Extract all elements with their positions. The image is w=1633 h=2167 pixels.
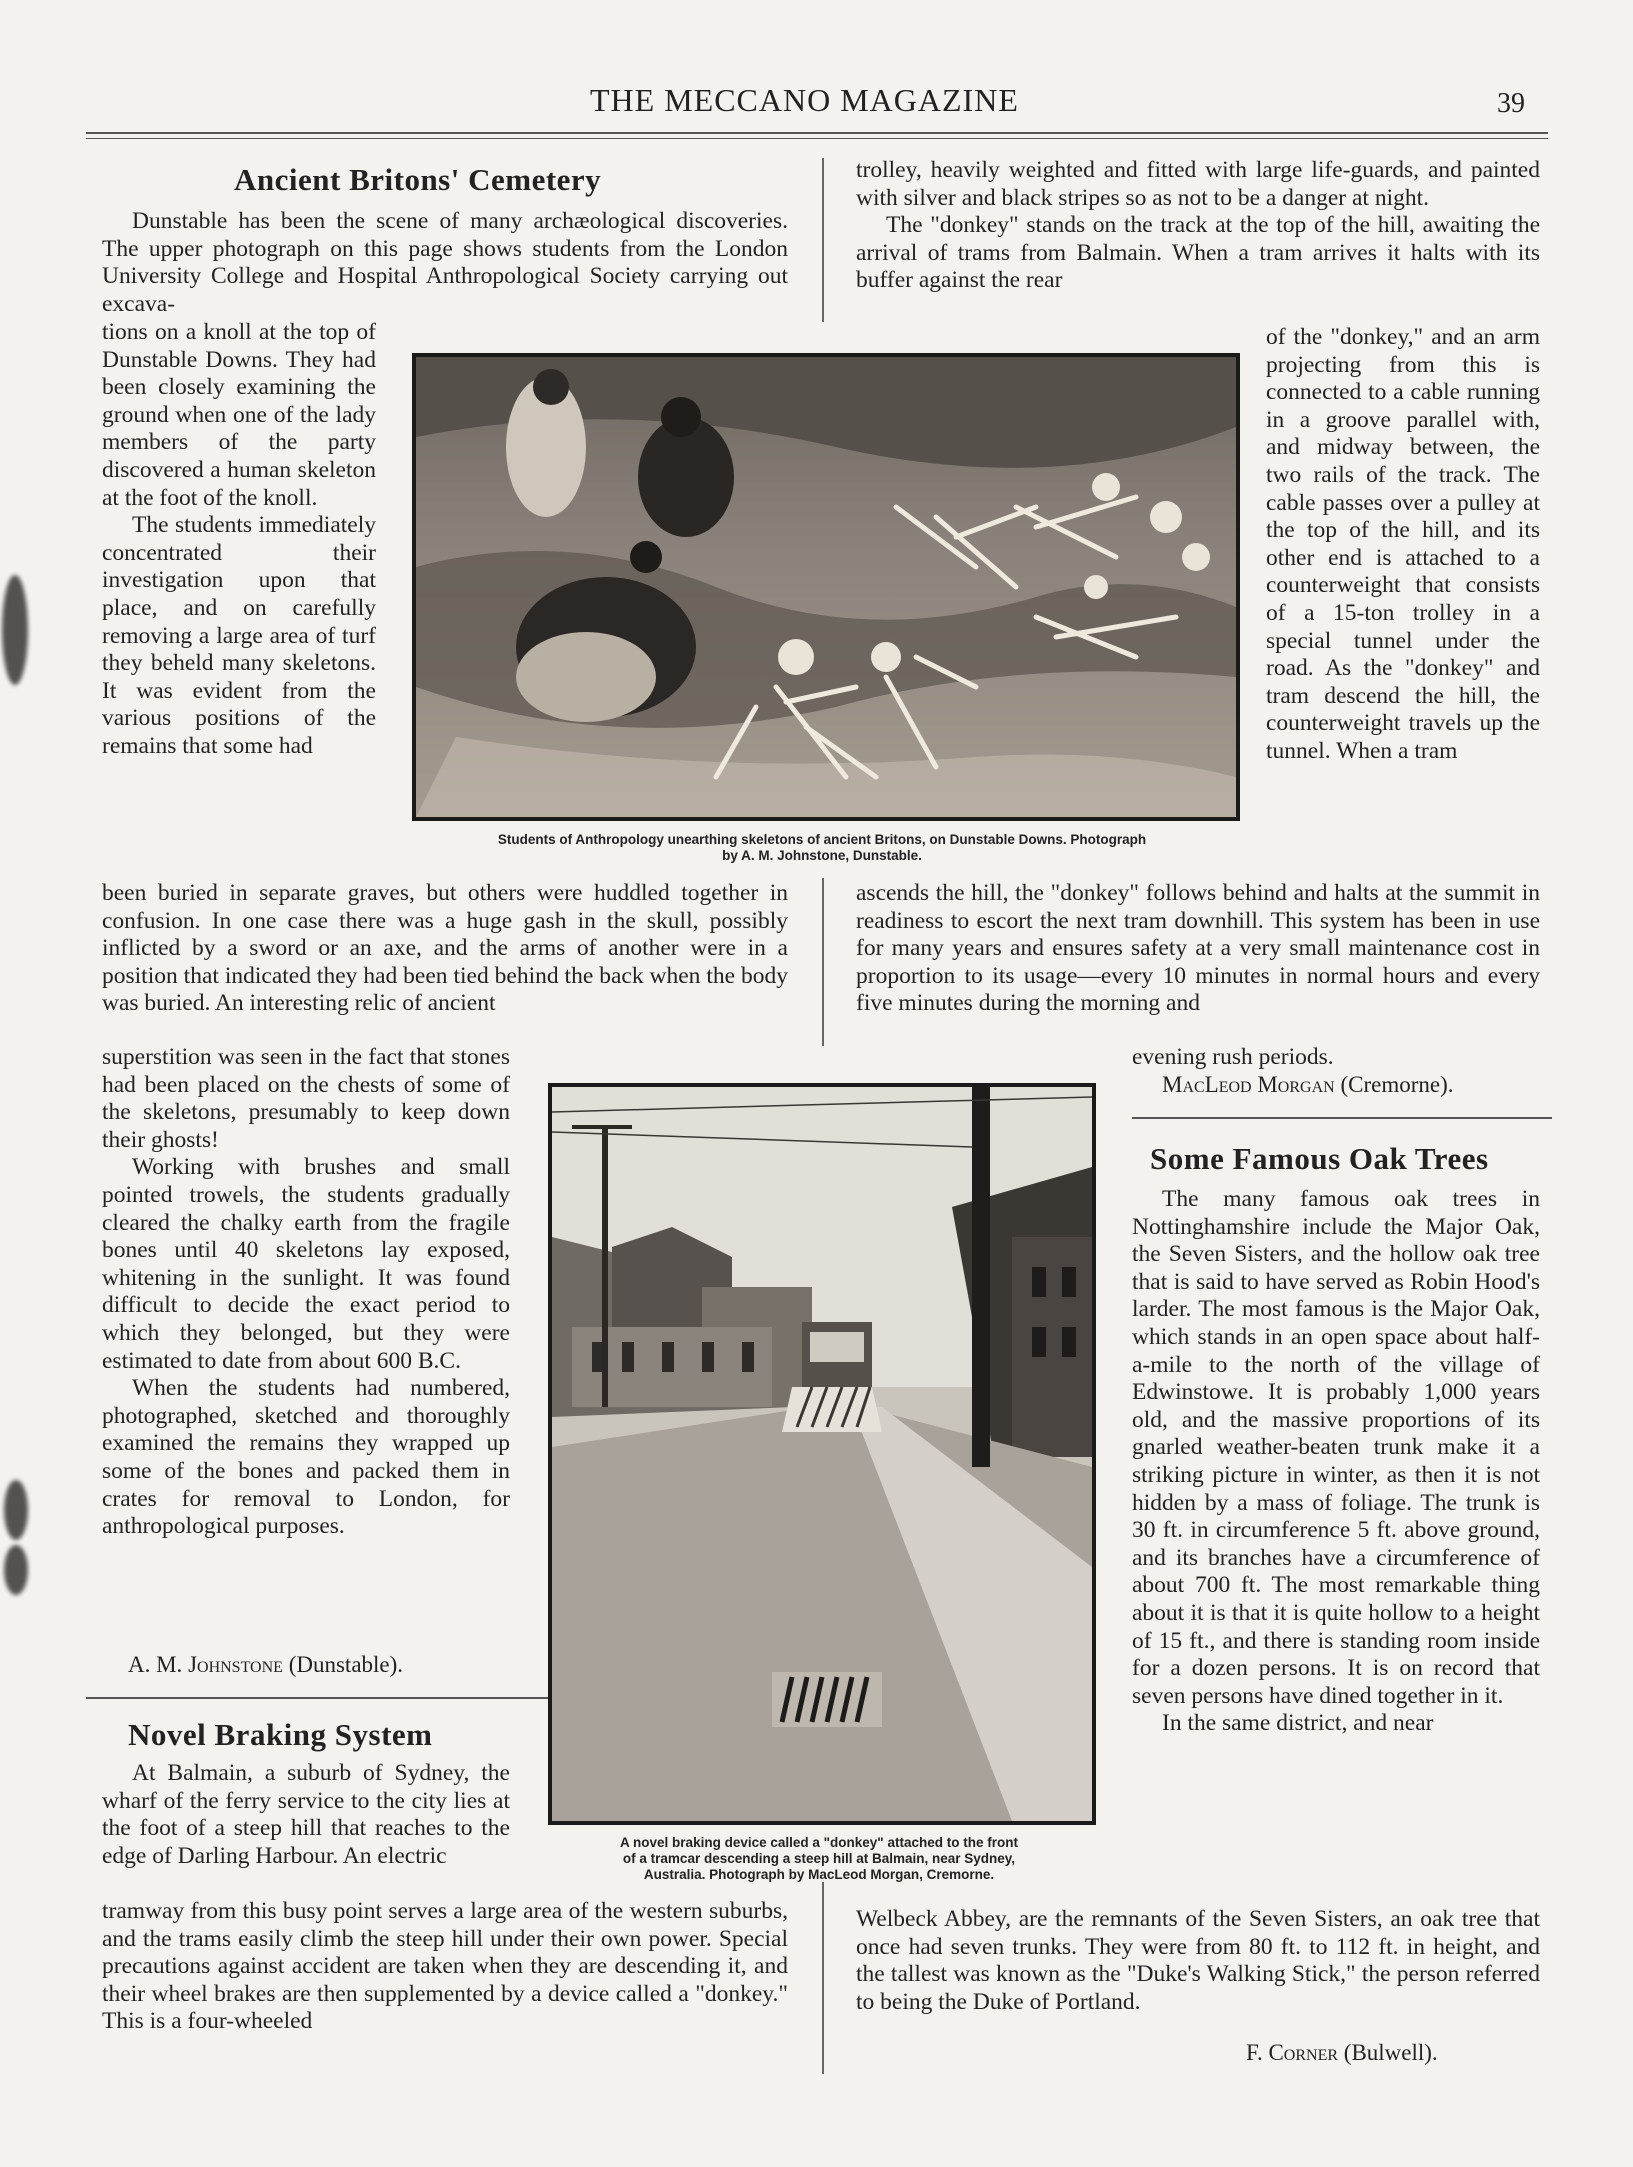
scan-blot: [2, 575, 28, 685]
photo-caption: Students of Anthropology unearthing skeletons of ancient Britons, on Dunstable Downs. Photograph by A. M. Johnstone, Dunstable.: [497, 832, 1147, 863]
scan-blot: [4, 1480, 28, 1540]
page-number: 39: [1497, 88, 1525, 119]
scan-blot: [4, 1545, 28, 1595]
article-paragraph: tramway from this busy point serves a large area of the western suburbs, and the trams easily climb the steep hill under their own power. Special precautions against accident are taken when they are descending it, and their wheel brakes are then supplemented by a device called a "donkey." This is a four-wheeled: [102, 1898, 788, 2035]
excavation-photo-image: [416, 357, 1236, 817]
article-paragraph: superstition was seen in the fact that stones had been placed on the chests of some of the skeletons, presumably to keep down their ghosts! Working with brushes and small pointed trowels, the students gradually cleared the chalky earth from the fragile bones until 40 skeletons lay exposed, whitening in the sunlight. It was found difficult to decide the exact period to which they belonged, but they were estimated to date from about 600 B.C. When the students had numbered, photographed, sketched and thoroughly examined the remains they wrapped up some of the bones and packed them in crates for removal to London, for anthropological purposes.: [102, 1044, 510, 1540]
section-rule: [1132, 1117, 1552, 1119]
magazine-title: THE MECCANO MAGAZINE: [590, 82, 1019, 118]
author-byline: A. M. Johnstone (Dunstable).: [128, 1652, 404, 1677]
article-paragraph: evening rush periods.: [1132, 1044, 1334, 1070]
photo-caption: A novel braking device called a "donkey" attached to the front of a tramcar descending a steep hill at Balmain, near Sydney, Australia. Photograph by MacLeod Morgan, Cremorne.: [620, 1835, 1018, 1882]
article-title: Ancient Britons' Cemetery: [234, 162, 602, 197]
header-rule: [86, 132, 1548, 134]
article-paragraph: At Balmain, a suburb of Sydney, the wharf of the ferry service to the city lies at the foot of a steep hill that reaches to the edge of Darling Harbour. An electric: [102, 1760, 510, 1869]
tram-photo-image: [552, 1087, 1092, 1821]
article-title: Novel Braking System: [128, 1717, 433, 1752]
column-divider: [822, 878, 824, 1046]
article-paragraph: The many famous oak trees in Nottinghamshire include the Major Oak, the Seven Sisters, and the hollow oak tree that is said to have served as Robin Hood's larder. The most famous is the Major Oak, which stands in an open space about half-a-mile to the north of the village of Edwinstowe. It is probably 1,000 years old, and the massive proportions of its gnarled weather-beaten trunk make it a striking picture in winter, as then it is not hidden by a mass of foliage. The trunk is 30 ft. in circumference 5 ft. above ground, and its branches have a circumference of about 700 ft. The most remarkable thing about it is that it is quite hollow to a height of 15 ft., and there is standing room inside for a dozen persons. It is on record that seven persons have dined together in it. In the same district, and near: [1132, 1186, 1540, 1737]
author-byline: F. Corner (Bulwell).: [1246, 2040, 1438, 2065]
column-divider: [822, 1882, 824, 2074]
article-paragraph: tions on a knoll at the top of Dunstable Downs. They had been closely examining the ground when one of the lady members of the party discovered a human skeleton at the foot of the knoll. The students immediately concentrated their investigation upon that place, and on carefully removing a large area of turf they beheld many skeletons. It was evident from the various positions of the remains that some had: [102, 319, 376, 759]
article-paragraph: ascends the hill, the "donkey" follows behind and halts at the summit in readiness to escort the next tram downhill. This system has been in use for many years and ensures safety at a very small maintenance cost in proportion to its usage—every 10 minutes in normal hours and every five minutes during the morning and: [856, 880, 1540, 1017]
article-paragraph: Welbeck Abbey, are the remnants of the Seven Sisters, an oak tree that once had seven trunks. They were from 80 ft. to 112 ft. in height, and the tallest was known as the "Duke's Walking Stick," the person referred to being the Duke of Portland.: [856, 1906, 1540, 2015]
excavation-photo: [412, 353, 1240, 821]
author-byline: MacLeod Morgan (Cremorne).: [1162, 1072, 1454, 1097]
article-title: Some Famous Oak Trees: [1150, 1141, 1489, 1176]
tram-photo: [548, 1083, 1096, 1825]
article-paragraph: trolley, heavily weighted and fitted with large life-guards, and painted with silver and black stripes so as not to be a danger at night. The "donkey" stands on the track at the top of the hill, awaiting the arrival of trams from Balmain. When a tram arrives it halts with its buffer against the rear: [856, 157, 1540, 294]
article-paragraph: been buried in separate graves, but others were huddled together in confusion. In one case there was a huge gash in the skull, possibly inflicted by a sword or an axe, and the arms of another were in a position that indicated they had been tied behind the back when the body was buried. An interesting relic of ancient: [102, 880, 788, 1017]
article-paragraph: of the "donkey," and an arm projecting from this is connected to a cable running in a groove parallel with, and midway between, the two rails of the track. The cable passes over a pulley at the top of the hill, and its other end is attached to a counterweight that consists of a 15-ton trolley in a special tunnel under the road. As the "donkey" and tram descend the hill, the counterweight travels up the tunnel. When a tram: [1266, 324, 1540, 764]
header-rule-thin: [86, 138, 1548, 139]
article-paragraph: Dunstable has been the scene of many archæological discoveries. The upper photograph on this page shows students from the London University College and Hospital Anthropological Society carrying out excava-: [102, 208, 788, 317]
column-divider: [822, 158, 824, 322]
